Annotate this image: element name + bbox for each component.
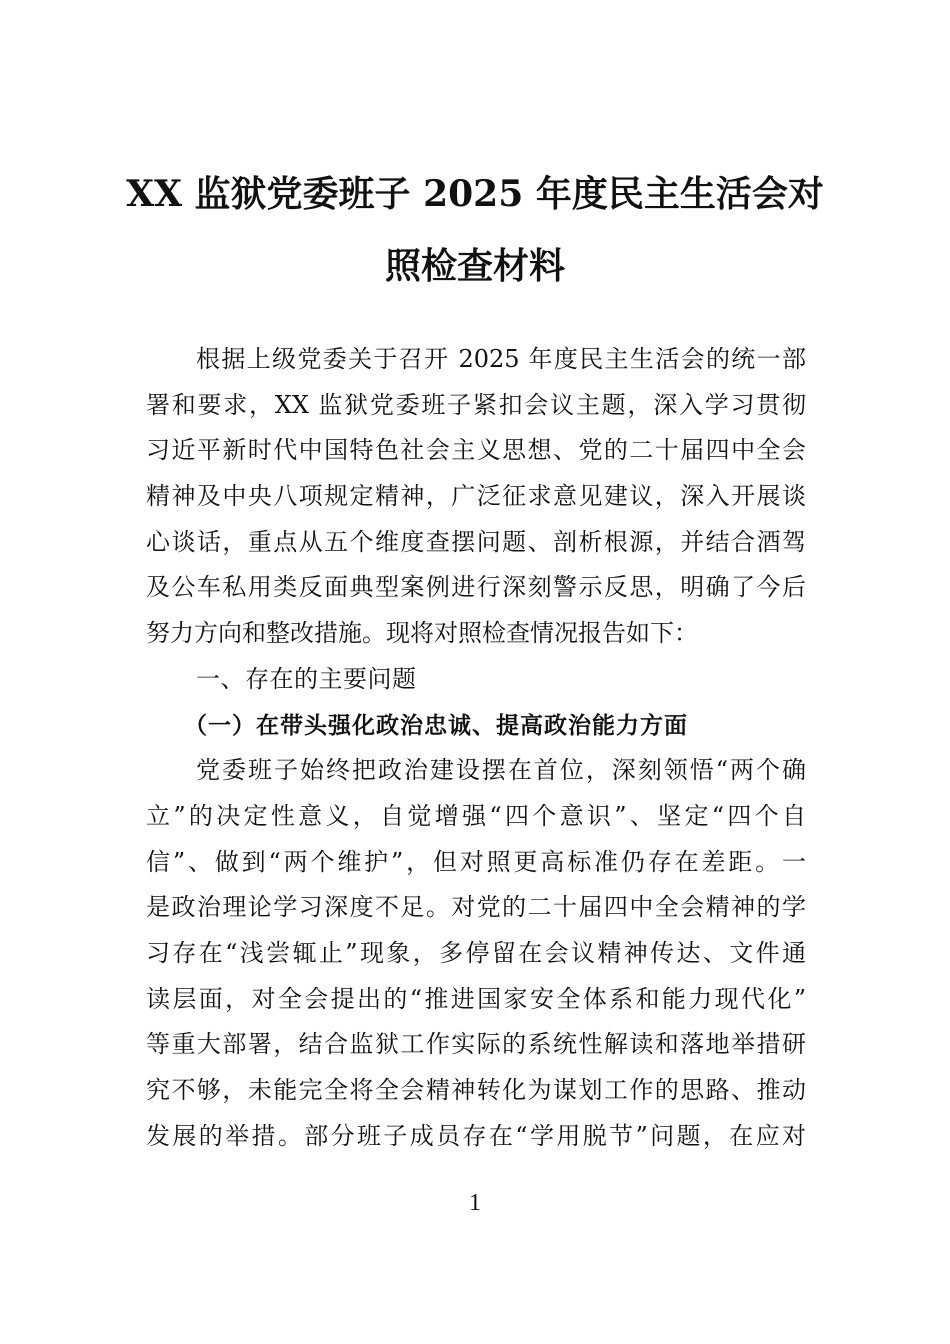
document-title-line-1: XX 监狱党委班子 2025 年度民主生活会对 xyxy=(126,173,824,215)
document-title-line-2: 照检查材料 xyxy=(384,245,565,287)
section-heading-2: （一）在带头强化政治忠诚、提高政治能力方面 xyxy=(184,711,688,739)
body-paragraph-line: 发展的举措。部分班子成员存在“学用脱节”问题，在应对 xyxy=(146,1121,806,1150)
intro-paragraph-line: 根据上级党委关于召开 2025 年度民主生活会的统一部 xyxy=(196,345,806,373)
body-paragraph-line: 党委班子始终把政治建设摆在首位，深刻领悟“两个确 xyxy=(196,756,806,785)
body-paragraph-line: 读层面，对全会提出的“推进国家安全体系和能力现代化” xyxy=(146,984,806,1013)
body-paragraph-line: 习存在“浅尝辄止”现象，多停留在会议精神传达、文件通 xyxy=(146,938,806,967)
intro-paragraph-line: 努力方向和整改措施。现将对照检查情况报告如下： xyxy=(146,619,698,648)
intro-paragraph-line: 署和要求，XX 监狱党委班子紧扣会议主题，深入学习贯彻 xyxy=(146,390,806,419)
intro-paragraph-line: 习近平新时代中国特色社会主义思想、党的二十届四中全会 xyxy=(146,436,806,465)
intro-paragraph-line: 精神及中央八项规定精神，广泛征求意见建议，深入开展谈 xyxy=(146,482,806,511)
intro-paragraph-line: 及公车私用类反面典型案例进行深刻警示反思，明确了今后 xyxy=(146,573,806,602)
document-body xyxy=(146,337,806,1159)
body-paragraph-line: 等重大部署，结合监狱工作实际的系统性解读和落地举措研 xyxy=(146,1030,806,1059)
section-heading-1: 一、存在的主要问题 xyxy=(196,664,417,693)
body-paragraph-line: 是政治理论学习深度不足。对党的二十届四中全会精神的学 xyxy=(146,893,806,922)
body-paragraph-line: 立”的决定性意义，自觉增强“四个意识”、坚定“四个自 xyxy=(146,801,806,830)
body-paragraph-line: 信”、做到“两个维护”，但对照更高标准仍存在差距。一 xyxy=(146,847,806,876)
intro-paragraph-line: 心谈话，重点从五个维度查摆问题、剖析根源，并结合酒驾 xyxy=(146,527,806,556)
page-number: 1 xyxy=(469,1190,481,1216)
body-paragraph-line: 究不够，未能完全将全会精神转化为谋划工作的思路、推动 xyxy=(146,1076,806,1104)
